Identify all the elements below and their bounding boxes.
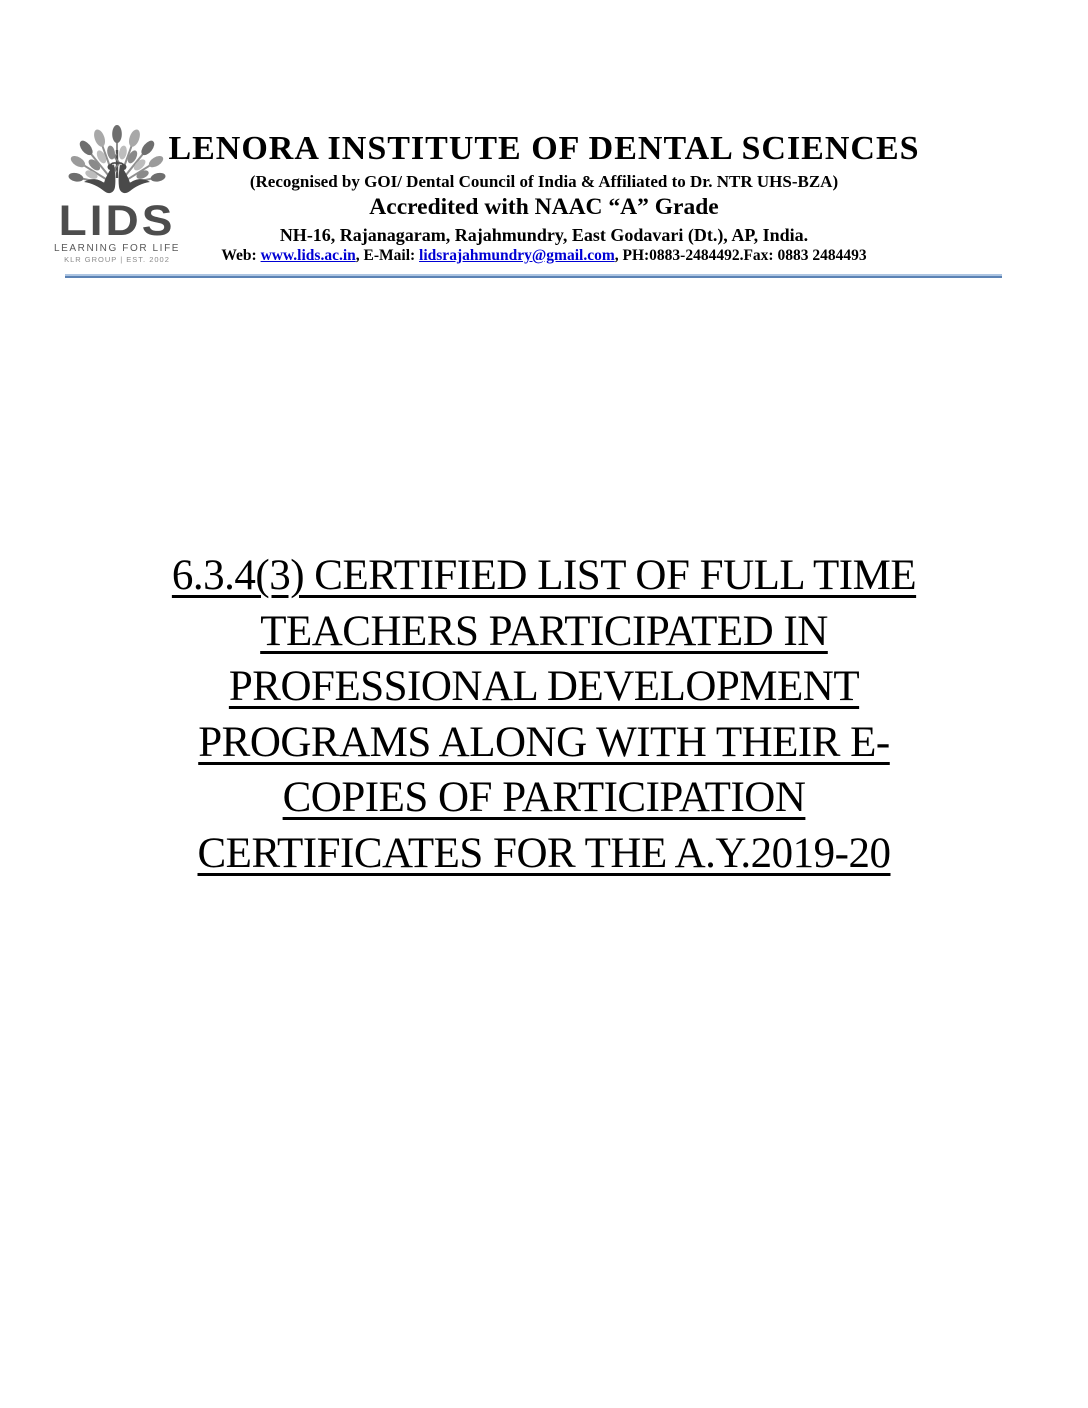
email-link[interactable]: lidsrajahmundry@gmail.com (419, 247, 615, 264)
address-line: NH-16, Rajanagaram, Rajahmundry, East Godavari (Dt.), AP, India. (279, 225, 809, 245)
recognition-line: (Recognised by GOI/ Dental Council of India & Affiliated to Dr. NTR UHS-BZA) (249, 172, 839, 191)
accreditation-line: Accredited with NAAC “A” Grade (369, 194, 719, 220)
email-label: , E-Mail: (355, 247, 420, 264)
header-divider (65, 274, 1002, 278)
document-title-line: CERTIFICATES FOR THE A.Y.2019-20 (197, 829, 891, 877)
document-title-line: PROGRAMS ALONG WITH THEIR E- (198, 718, 890, 766)
logo-subtagline: KLR GROUP | EST. 2002 (64, 255, 170, 264)
document-title-line: PROFESSIONAL DEVELOPMENT (228, 663, 860, 710)
institute-name: LENORA INSTITUTE OF DENTAL SCIENCES (168, 130, 920, 167)
document-title-line: 6.3.4(3) CERTIFIED LIST OF FULL TIME (171, 552, 917, 599)
logo-tagline: LEARNING FOR LIFE (53, 243, 181, 254)
document-title-line: TEACHERS PARTICIPATED IN (260, 607, 828, 655)
phone-fax-text: , PH:0883-2484492.Fax: 0883 2484493 (614, 247, 867, 264)
contact-line (0, 247, 1088, 265)
logo-acronym: LIDS (58, 196, 176, 245)
web-label: Web: (221, 247, 261, 264)
document-title (60, 548, 1028, 881)
document-title-line: COPIES OF PARTICIPATION (282, 774, 806, 821)
website-link[interactable]: www.lids.ac.in (260, 247, 356, 264)
